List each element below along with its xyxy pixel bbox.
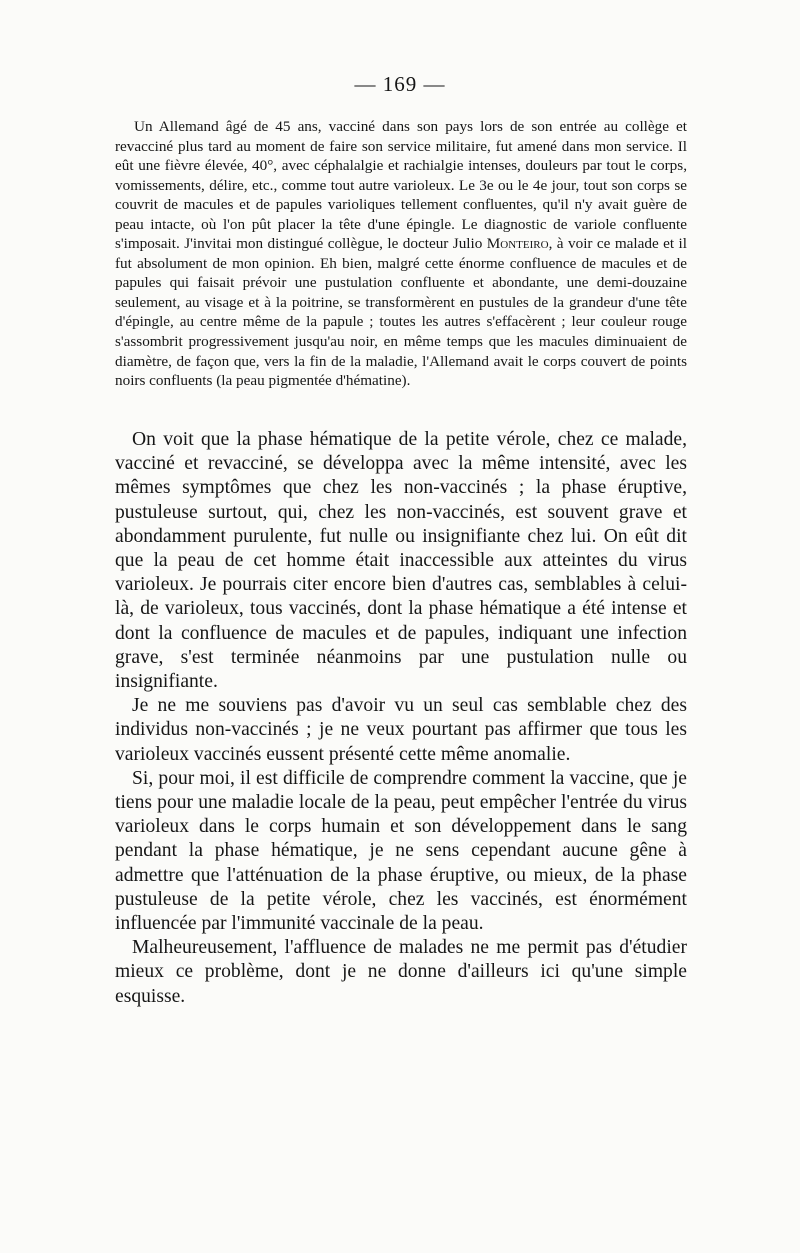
author-name-smallcaps: Monteiro <box>486 235 549 253</box>
paragraph-2: Je ne me souviens pas d'avoir vu un seul cas semblable chez des individus non-vaccinés ; je ne veux pourtant pas affirmer que tous les varioleux vaccinés eussent présenté cette même anomalie. <box>115 695 687 765</box>
main-text <box>115 428 687 1009</box>
case-report-paragraph <box>115 117 687 391</box>
paragraph-4: Malheureusement, l'affluence de malades ne me permit pas d'étudier mieux ce problème, dont je ne donne d'ailleurs ici qu'une simple esquisse. <box>115 937 687 1007</box>
note-text-part-2: , à voir ce malade et il fut absolument de mon opinion. Eh bien, malgré cette énorme confluence de macules et de papules qui faisait prévoir une pustulation confluente et abondante, une demi-douzaine seulement, au visage et à la poitrine, se transformèrent en pustules de la grandeur d'une tête d'épingle, au centre même de la papule ; toutes les autres s'effacèrent ; leur couleur rouge s'assombrit progressivement jusqu'au noir, en même temps que les macules diminuaient de diamètre, de façon que, vers la fin de la maladie, l'Allemand avait le corps couvert de points noirs confluents (la peau pigmentée d'hématine). <box>115 235 688 390</box>
paragraph-3: Si, pour moi, il est difficile de comprendre comment la vaccine, que je tiens pour une maladie locale de la peau, peut empêcher l'entrée du virus varioleux dans le corps humain et son développement dans le sang pendant la phase hématique, je ne sens cependant aucune gêne à admettre que l'atténuation de la phase éruptive, ou mieux, de la phase pustuleuse de la petite vérole, chez les vaccinés, est énormément influencée par l'immunité vaccinale de la peau. <box>115 767 687 935</box>
page-number: — 169 — <box>354 72 446 96</box>
paragraph-1: On voit que la phase hématique de la petite vérole, chez ce malade, vacciné et revacciné, se développa avec la même intensité, avec les mêmes symptômes que chez les non-vaccinés ; la phase éruptive, pustuleuse surtout, qui, chez les non-vaccinés, est souvent grave et abondamment purulente, fut nulle ou insignifiante chez lui. On eût dit que la peau de cet homme était inaccessible aux atteintes du virus varioleux. Je pourrais citer encore bien d'autres cas, semblables à celui-là, de varioleux, tous vaccinés, dont la phase hématique a été intense et dont la confluence de macules et de papules, indiquant une infection grave, s'est terminée néanmoins par une pustulation nulle ou insignifiante. <box>115 429 687 693</box>
note-text-part-1: Un Allemand âgé de 45 ans, vacciné dans son pays lors de son entrée au collège et revacciné plus tard au moment de faire son service militaire, fut amené dans mon service. Il eût une fièvre élevée, 40°, avec céphalalgie et rachialgie intenses, douleurs par tout le corps, vomissements, délire, etc., comme tout autre varioleux. Le 3e ou le 4e jour, tout son corps se couvrit de macules et de papules varioliques tellement confluentes, qu'il n'y avait guère de peau intacte, où l'on pût placer la tête d'une épingle. Le diagnostic de variole confluente s'imposait. J'invitai mon distingué collègue, le docteur Julio <box>115 118 687 253</box>
case-report-note <box>115 117 687 391</box>
